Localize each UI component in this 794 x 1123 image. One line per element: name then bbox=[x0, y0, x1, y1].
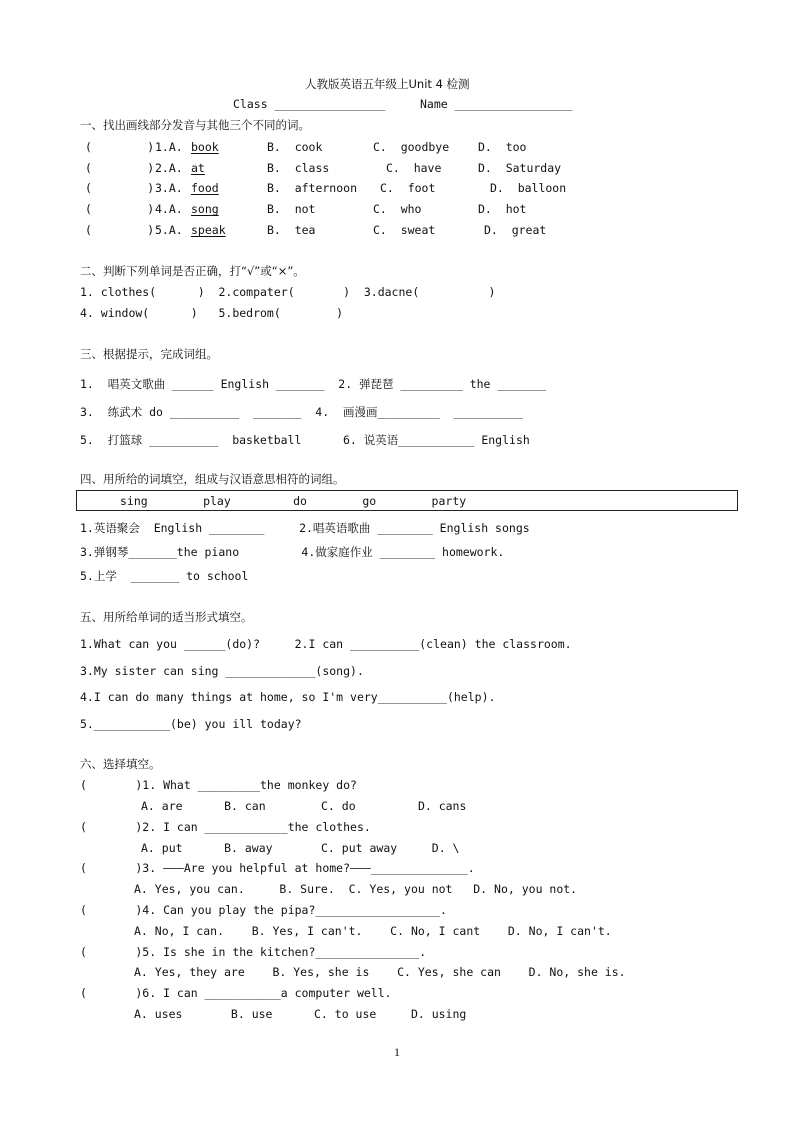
s6-options-1: A. are B. can C. do D. cans bbox=[141, 799, 467, 813]
answer-bracket: ( ) bbox=[85, 140, 155, 154]
s6-question-4: ( )4. Can you play the pipa?__________________. bbox=[80, 903, 447, 917]
s4-line-2: 3.弹钢琴_______the piano 4.做家庭作业 ________ homework. bbox=[80, 545, 505, 559]
s6-options-3: A. Yes, you can. B. Sure. C. Yes, you not D. No, you not. bbox=[134, 882, 578, 896]
item-number: 3.A. bbox=[155, 181, 183, 195]
section-6-heading: 六、选择填空。 bbox=[80, 757, 161, 771]
s6-options-2: A. put B. away C. put away D. \ bbox=[141, 841, 460, 855]
option-d: D. too bbox=[478, 140, 527, 154]
option-d: D. balloon bbox=[490, 181, 567, 195]
option-b: B. class bbox=[267, 161, 330, 175]
answer-bracket: ( ) bbox=[85, 223, 155, 237]
s2-line-1: 1. clothes( ) 2.compater( ) 3.dacne( ) bbox=[80, 285, 496, 299]
section-5-heading: 五、用所给单词的适当形式填空。 bbox=[80, 610, 253, 624]
option-c: C. who bbox=[373, 202, 422, 216]
s5-line-1: 1.What can you ______(do)? 2.I can __________(clean) the classroom. bbox=[80, 637, 572, 651]
s6-question-3: ( )3. ———Are you helpful at home?———______________. bbox=[80, 861, 475, 875]
option-c: C. sweat bbox=[373, 223, 436, 237]
page-title: 人教版英语五年级上Unit 4 检测 bbox=[305, 77, 470, 91]
s6-question-6: ( )6. I can ___________a computer well. bbox=[80, 986, 392, 1000]
option-c: C. have bbox=[386, 161, 442, 175]
s6-options-5: A. Yes, they are B. Yes, she is C. Yes, she can D. No, she is. bbox=[134, 965, 626, 979]
option-d: D. hot bbox=[478, 202, 527, 216]
option-c: C. foot bbox=[380, 181, 436, 195]
s4-line-1: 1.英语聚会 English ________ 2.唱英语歌曲 ________ English songs bbox=[80, 521, 530, 535]
s3-line-3: 5. 打篮球 __________ basketball 6. 说英语___________ English bbox=[80, 433, 530, 447]
section-1-heading: 一、找出画线部分发音与其他三个不同的词。 bbox=[80, 118, 310, 132]
s6-question-2: ( )2. I can ____________the clothes. bbox=[80, 820, 371, 834]
option-c: C. goodbye bbox=[373, 140, 450, 154]
s6-options-6: A. uses B. use C. to use D. using bbox=[134, 1007, 467, 1021]
option-b: B. tea bbox=[267, 223, 316, 237]
option-d: D. Saturday bbox=[478, 161, 562, 175]
option-a: book bbox=[191, 140, 219, 154]
option-a: song bbox=[191, 202, 219, 216]
s5-line-2: 3.My sister can sing _____________(song). bbox=[80, 664, 364, 678]
item-number: 5.A. bbox=[155, 223, 183, 237]
section-4-heading: 四、用所给的词填空，组成与汉语意思相符的词组。 bbox=[80, 472, 345, 486]
option-b: B. cook bbox=[267, 140, 323, 154]
option-a: speak bbox=[191, 223, 226, 237]
answer-bracket: ( ) bbox=[85, 161, 155, 175]
s5-line-4: 5.___________(be) you ill today? bbox=[80, 717, 302, 731]
option-a: at bbox=[191, 161, 205, 175]
s5-line-3: 4.I can do many things at home, so I'm very__________(help). bbox=[80, 690, 496, 704]
option-b: B. afternoon bbox=[267, 181, 358, 195]
s3-line-1: 1. 唱英文歌曲 ______ English _______ 2. 弹琵琶 _________ the _______ bbox=[80, 377, 546, 391]
item-number: 1.A. bbox=[155, 140, 183, 154]
s3-line-2: 3. 练武术 do __________ _______ 4. 画漫画_________ __________ bbox=[80, 405, 523, 419]
word-bank: sing play do go party bbox=[120, 494, 467, 508]
answer-bracket: ( ) bbox=[85, 181, 155, 195]
item-number: 2.A. bbox=[155, 161, 183, 175]
section-2-heading: 二、判断下列单词是否正确，打“√”或“×”。 bbox=[80, 264, 305, 278]
s2-line-2: 4. window( ) 5.bedrom( ) bbox=[80, 306, 344, 320]
s6-options-4: A. No, I can. B. Yes, I can't. C. No, I cant D. No, I can't. bbox=[134, 924, 612, 938]
name-field: Name _________________ bbox=[420, 97, 573, 111]
option-b: B. not bbox=[267, 202, 316, 216]
class-field: Class ________________ bbox=[233, 97, 386, 111]
page-number: 1 bbox=[394, 1045, 400, 1059]
s6-question-1: ( )1. What _________the monkey do? bbox=[80, 778, 357, 792]
option-d: D. great bbox=[484, 223, 547, 237]
s4-line-3: 5.上学 _______ to school bbox=[80, 569, 249, 583]
section-3-heading: 三、根据提示，完成词组。 bbox=[80, 347, 218, 361]
option-a: food bbox=[191, 181, 219, 195]
item-number: 4.A. bbox=[155, 202, 183, 216]
s6-question-5: ( )5. Is she in the kitchen?_______________. bbox=[80, 945, 427, 959]
answer-bracket: ( ) bbox=[85, 202, 155, 216]
